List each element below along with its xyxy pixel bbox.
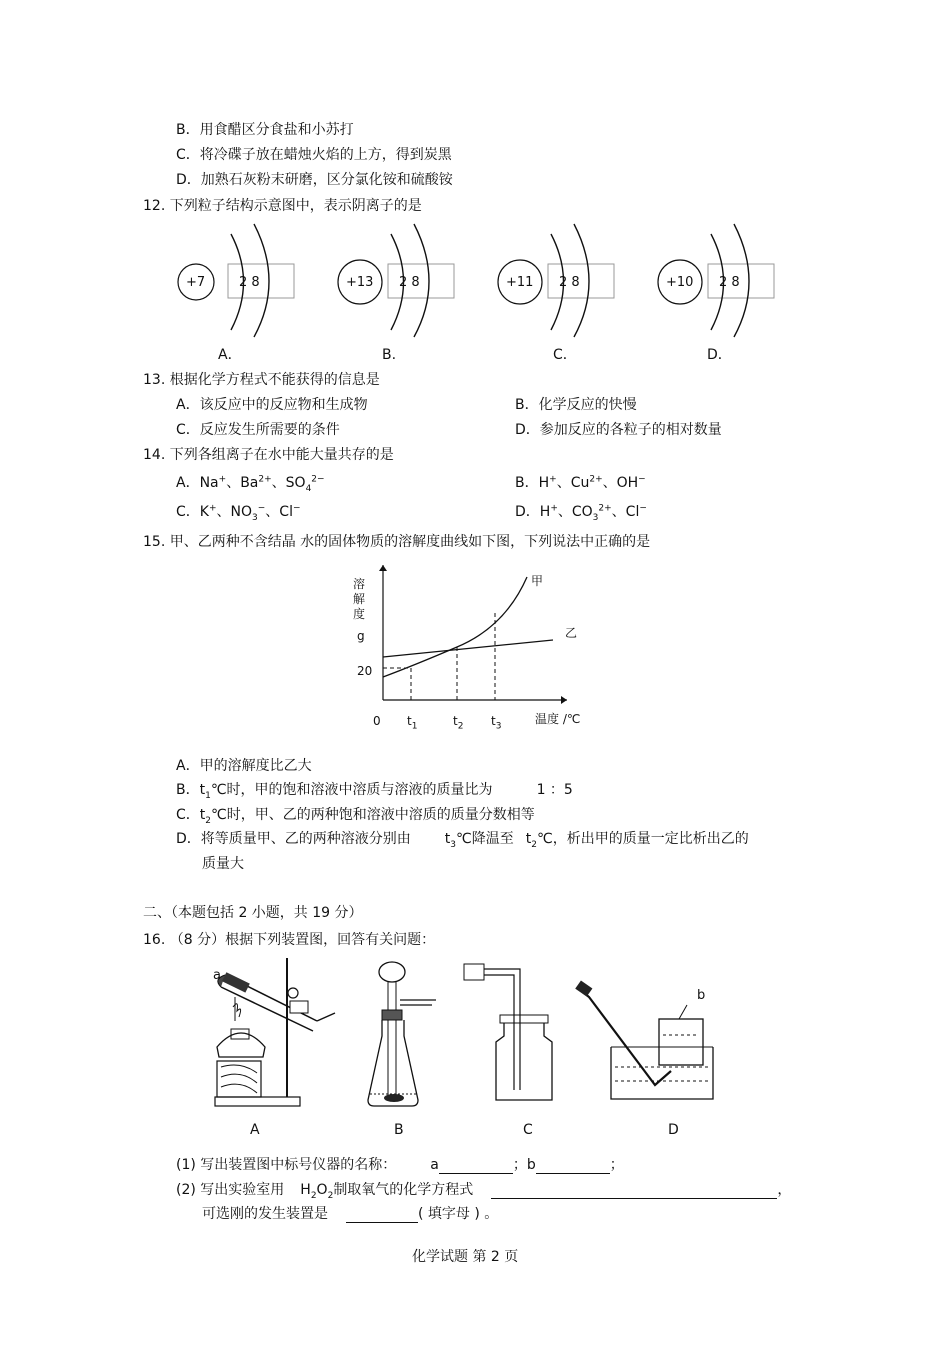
q13-stem: 13. 根据化学方程式不能获得的信息是 (143, 372, 380, 388)
answer-blank-equation[interactable] (491, 1184, 777, 1199)
q15-option-a: A．甲的溶解度比乙大 (176, 758, 312, 774)
q13-option-b: B．化学反应的快慢 (515, 397, 637, 413)
y-label-1: 溶 (353, 577, 366, 591)
apparatus-label-d: D (668, 1122, 679, 1138)
q15-stem: 15. 甲、乙两种不含结晶 水的固体物质的溶解度曲线如下图，下列说法中正确的是 (143, 534, 651, 550)
q16-part2: (2) 写出实验室用 $H_2O_2$制取氧气的化学方程式 ， (176, 1182, 792, 1201)
q16-stem: 16. （8 分）根据下列装置图，回答有关问题： (143, 932, 436, 948)
atom-label-d: D． (707, 347, 732, 363)
y-tick-20: 20 (357, 664, 373, 678)
q11-option-c: C．将冷碟子放在蜡烛火焰的上方，得到炭黑 (176, 147, 452, 163)
shells-c: 2 8 (559, 275, 580, 290)
q13-option-a: A．该反应中的反应物和生成物 (176, 397, 368, 413)
q15-option-b: B．$t_1℃$时，甲的饱和溶液中溶质与溶液的质量比为 1 ：5 (176, 782, 573, 801)
apparatus-b-drawing (360, 960, 440, 1110)
atom-label-a: A． (218, 347, 242, 363)
q13-option-c: C．反应发生所需要的条件 (176, 422, 340, 438)
x-axis-arrow (561, 696, 567, 704)
atom-diagram-a (176, 222, 306, 337)
label-a-marker: a (213, 968, 221, 983)
q16-part1: (1) 写出装置图中标号仪器的名称： a ；b ； (176, 1157, 624, 1173)
apparatus-label-b: B (394, 1122, 404, 1138)
atom-diagram-c (496, 222, 626, 337)
y-unit: g (357, 629, 365, 643)
q14-option-a: A．Na+、$Ba^{2+}$、$SO_4^{2-}$ (176, 474, 325, 494)
q14-option-d: D．H+、$CO_3^{2+}$、Cl− (515, 503, 647, 523)
q11-option-d: D．加熟石灰粉末研磨，区分氯化铵和硫酸铵 (176, 172, 453, 188)
shells-a: 2 8 (239, 275, 260, 290)
q15-option-d-cont: 质量大 (202, 856, 244, 872)
series-jia-curve (383, 577, 527, 677)
nucleus-b: +13 (346, 275, 374, 290)
q15-option-d: D．将等质量甲、乙的两种溶液分别由 $t_3℃$降温至 $t_2℃$，析出甲的质量一定比析出乙的 (176, 831, 749, 850)
apparatus-label-c: C (523, 1122, 533, 1138)
x-tick-t2: $t_2$ (453, 714, 464, 732)
apparatus-label-a: A (250, 1122, 260, 1138)
nucleus-d: +10 (666, 275, 694, 290)
atom-label-c: C． (553, 347, 577, 363)
y-label-3: 度 (353, 607, 366, 621)
apparatus-a (205, 955, 345, 1115)
y-label-2: 解 (353, 592, 366, 606)
atom-diagram-d (656, 222, 786, 337)
apparatus-b (360, 960, 440, 1110)
shells-b: 2 8 (399, 275, 420, 290)
apparatus-a-drawing (205, 955, 345, 1115)
series-yi-label: 乙 (565, 626, 578, 640)
nucleus-c: +11 (506, 275, 534, 290)
q15-option-c: C．$t_2℃$时，甲、乙的两种饱和溶液中溶质的质量分数相等 (176, 807, 535, 826)
q14-option-b: B．H+、$Cu^{2+}$、OH− (515, 474, 646, 491)
x-tick-t3: $t_3$ (491, 714, 502, 732)
nucleus-a: +7 (186, 275, 206, 290)
origin-label: 0 (373, 714, 381, 728)
answer-blank-b[interactable] (536, 1159, 610, 1174)
x-axis-label: 温度 /℃ (535, 712, 581, 726)
page-footer: 化学试题 第 2 页 (412, 1249, 519, 1265)
answer-blank-a[interactable] (439, 1159, 513, 1174)
apparatus-d (575, 985, 725, 1110)
label-b-marker: b (697, 988, 706, 1003)
answer-blank-device[interactable] (346, 1208, 418, 1223)
series-jia-label: 甲 (531, 574, 544, 588)
apparatus-c (460, 960, 560, 1110)
q13-option-d: D．参加反应的各粒子的相对数量 (515, 422, 722, 438)
atom-diagram-b (336, 222, 466, 337)
y-axis-arrow (379, 565, 387, 571)
apparatus-c-drawing (460, 960, 560, 1110)
atom-label-b: B. (382, 347, 397, 363)
q11-option-b: B．用食醋区分食盐和小苏打 (176, 122, 354, 138)
x-tick-t1: $t_1$ (407, 714, 418, 732)
q14-option-c: C．K+、$NO_3^-$、Cl− (176, 503, 301, 523)
section2-heading: 二、（本题包括 2 小题，共 19 分） (143, 905, 363, 921)
q14-stem: 14. 下列各组离子在水中能大量共存的是 (143, 447, 394, 463)
solubility-chart (345, 565, 595, 735)
shells-d: 2 8 (719, 275, 740, 290)
q12-stem: 12. 下列粒子结构示意图中，表示阴离子的是 (143, 198, 422, 214)
q16-part2-cont: 可选刚的发生装置是 ( 填字母 ) 。 (202, 1206, 499, 1222)
